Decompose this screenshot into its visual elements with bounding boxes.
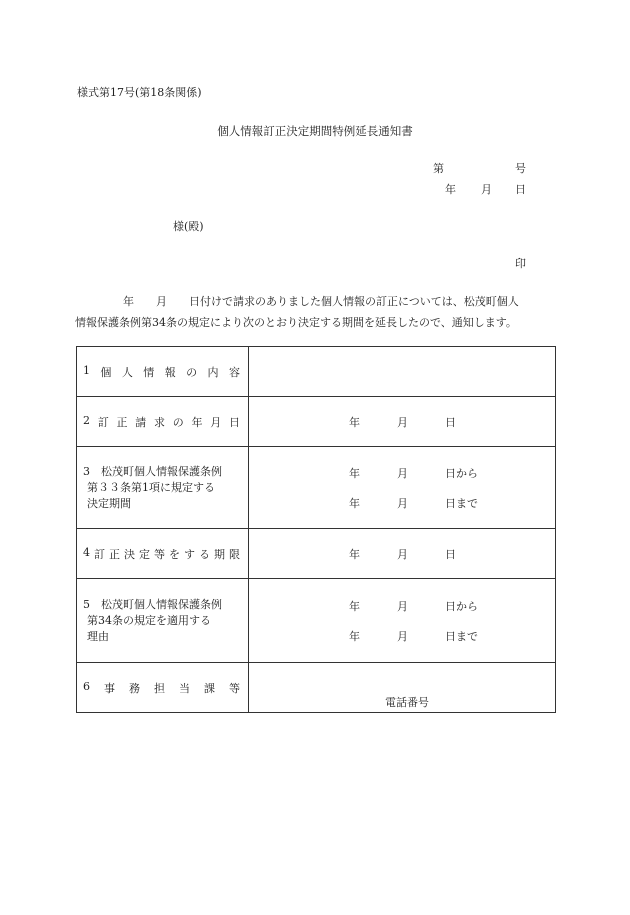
label-line: 第３３条第1項に規定する: [87, 480, 215, 494]
date-year-cell: 年: [349, 415, 360, 429]
label-char: 当: [179, 681, 190, 695]
label-char: 課: [204, 681, 215, 695]
row-label: [77, 529, 249, 579]
label-char: の: [172, 415, 184, 429]
from-year: 年: [349, 466, 360, 480]
to-day: 日まで: [445, 496, 478, 510]
body-month: 月: [156, 295, 167, 308]
label-char: 限: [229, 547, 240, 561]
to-year: 年: [349, 496, 360, 510]
label-char: 日: [229, 415, 240, 429]
table-row: [77, 579, 556, 663]
label-char: 訂: [94, 547, 105, 561]
row-value: [249, 397, 556, 447]
row-value: [249, 447, 556, 529]
label-char: 等: [229, 681, 240, 695]
body-year: 年: [123, 295, 134, 308]
table-row: [77, 447, 556, 529]
table-row: [77, 663, 556, 713]
doc-number-prefix: 第: [433, 162, 444, 175]
label-line: 3 松茂町個人情報保護条例: [83, 464, 222, 478]
label-char: 個: [100, 365, 112, 379]
body-line-2: 情報保護条例第34条の規定により次のとおり決定する期間を延長したので、通知します。: [75, 316, 517, 329]
label-line: 第34条の規定を適用する: [87, 613, 211, 627]
form-number: 様式第17号(第18条関係): [77, 86, 202, 99]
label-char: す: [184, 547, 195, 561]
date-month: 月: [481, 183, 492, 196]
label-char: 6: [83, 679, 90, 693]
to-month: 月: [397, 629, 408, 643]
label-char: 容: [228, 365, 240, 379]
label-char: 等: [154, 547, 165, 561]
from-year: 年: [349, 599, 360, 613]
label-char: を: [169, 547, 180, 561]
phone-number-label: 電話番号: [385, 696, 429, 709]
date-month-cell: 月: [397, 547, 408, 561]
label-char: 期: [214, 547, 225, 561]
date-day: 日: [515, 183, 526, 196]
date-day-cell: 日: [445, 547, 456, 561]
to-year: 年: [349, 629, 360, 643]
label-line: 決定期間: [87, 496, 131, 510]
label-char: 情: [143, 365, 155, 379]
row-value: [249, 347, 556, 397]
label-line: 5 松茂町個人情報保護条例: [83, 597, 222, 611]
label-char: 求: [154, 415, 165, 429]
document-title: 個人情報訂正決定期間特例延長通知書: [217, 124, 413, 138]
label-char: の: [186, 365, 198, 379]
label-char: 担: [154, 681, 165, 695]
label-char: 定: [139, 547, 150, 561]
table-row: [77, 347, 556, 397]
label-char: 内: [207, 365, 219, 379]
body-text-1: 日付けで請求のありました個人情報の訂正については、松茂町個人: [189, 295, 519, 308]
label-char: 正: [109, 547, 120, 561]
label-char: 請: [135, 415, 147, 429]
from-day: 日から: [445, 466, 478, 480]
label-char: 1: [83, 363, 90, 377]
label-line: 理由: [87, 629, 109, 643]
row-value: [249, 529, 556, 579]
from-month: 月: [397, 466, 408, 480]
body-line-1: [75, 293, 519, 309]
label-char: 2: [83, 413, 90, 427]
date-month-cell: 月: [397, 415, 408, 429]
seal-mark: 印: [515, 257, 526, 270]
label-char: 4: [83, 545, 90, 559]
label-char: る: [199, 547, 210, 561]
date-day-cell: 日: [445, 415, 456, 429]
row-label: [77, 347, 249, 397]
row-value: [249, 663, 556, 713]
label-char: 報: [164, 365, 176, 379]
from-day: 日から: [445, 599, 478, 613]
label-char: 決: [124, 547, 135, 561]
row-label: [77, 579, 249, 663]
addressee: 様(殿): [173, 220, 204, 233]
row-label: [77, 663, 249, 713]
row-label: [77, 397, 249, 447]
row-value: [249, 579, 556, 663]
from-month: 月: [397, 599, 408, 613]
date-year: 年: [445, 183, 456, 196]
label-char: 月: [210, 415, 222, 429]
doc-number-suffix: 号: [515, 162, 526, 175]
to-day: 日まで: [445, 629, 478, 643]
info-table: [76, 346, 556, 713]
label-char: 訂: [97, 415, 109, 429]
row-label: [77, 447, 249, 529]
label-char: 人: [121, 365, 133, 379]
label-char: 正: [116, 415, 128, 429]
label-char: 務: [129, 681, 140, 695]
table-row: [77, 529, 556, 579]
to-month: 月: [397, 496, 408, 510]
label-char: 事: [104, 681, 115, 695]
label-char: 年: [191, 415, 203, 429]
table-row: [77, 397, 556, 447]
date-year-cell: 年: [349, 547, 360, 561]
